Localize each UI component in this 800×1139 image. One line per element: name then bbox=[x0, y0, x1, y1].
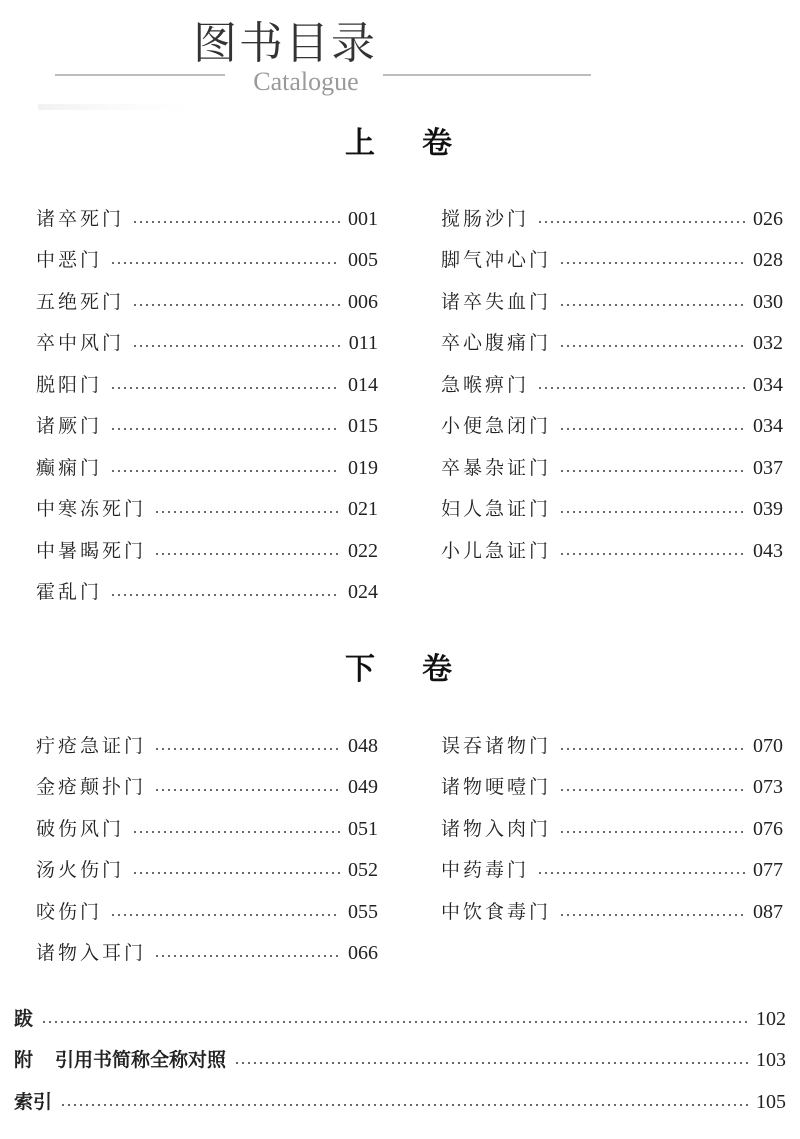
toc-entry-index[interactable] bbox=[14, 1087, 786, 1117]
dot-leader bbox=[559, 914, 745, 916]
toc-entry[interactable] bbox=[36, 245, 378, 275]
toc-entry-label: 误吞诸物门 bbox=[441, 735, 552, 757]
dot-leader bbox=[559, 553, 745, 555]
toc-entry-page: 030 bbox=[753, 291, 783, 313]
toc-entry-appendix[interactable] bbox=[14, 1045, 786, 1075]
page-subtitle: Catalogue bbox=[253, 67, 359, 96]
toc-entry-label: 脱阳门 bbox=[36, 374, 103, 396]
toc-entry-page: 022 bbox=[348, 540, 378, 562]
header-rule-right bbox=[383, 74, 591, 76]
toc-entry[interactable] bbox=[36, 577, 378, 607]
toc-entry-page: 001 bbox=[348, 208, 378, 230]
toc-entry-label: 汤火伤门 bbox=[36, 859, 125, 881]
toc-entry[interactable] bbox=[36, 938, 378, 968]
toc-entry-label: 中恶门 bbox=[36, 249, 103, 271]
toc-entry[interactable] bbox=[36, 494, 378, 524]
toc-entry-page: 032 bbox=[753, 332, 783, 354]
toc-entry-page: 037 bbox=[753, 457, 783, 479]
toc-entry-label: 小便急闭门 bbox=[441, 415, 552, 437]
toc-entry-label: 卒心腹痛门 bbox=[441, 332, 552, 354]
toc-entry[interactable] bbox=[441, 370, 783, 400]
toc-entry[interactable] bbox=[36, 731, 378, 761]
toc-entry[interactable] bbox=[36, 370, 378, 400]
toc-entry-page: 049 bbox=[348, 776, 378, 798]
toc-entry-page: 024 bbox=[348, 581, 378, 603]
dot-leader bbox=[132, 304, 340, 306]
toc-entry-label: 霍乱门 bbox=[36, 581, 103, 603]
toc-entry-page: 055 bbox=[348, 901, 378, 923]
toc-entry-label: 脚气冲心门 bbox=[441, 249, 552, 271]
dot-leader bbox=[559, 511, 745, 513]
dot-leader bbox=[559, 428, 745, 430]
dot-leader bbox=[537, 221, 745, 223]
toc-entry-label: 诸卒失血门 bbox=[441, 291, 552, 313]
toc-entry[interactable] bbox=[36, 411, 378, 441]
toc-entry[interactable] bbox=[441, 245, 783, 275]
header-rule-left bbox=[55, 74, 225, 76]
dot-leader bbox=[41, 1021, 748, 1023]
toc-entry-label: 急喉痹门 bbox=[441, 374, 530, 396]
dot-leader bbox=[154, 955, 340, 957]
dot-leader bbox=[132, 221, 340, 223]
toc-entry-label: 跋 bbox=[14, 1008, 34, 1030]
toc-entry-label: 诸物入肉门 bbox=[441, 818, 552, 840]
dot-leader bbox=[537, 387, 745, 389]
dot-leader bbox=[559, 789, 745, 791]
dot-leader bbox=[559, 345, 745, 347]
dot-leader bbox=[154, 789, 340, 791]
toc-entry-label: 中寒冻死门 bbox=[36, 498, 147, 520]
toc-entry-page: 076 bbox=[753, 818, 783, 840]
toc-entry[interactable] bbox=[441, 772, 783, 802]
toc-entry-page: 105 bbox=[756, 1091, 786, 1113]
toc-entry-page: 073 bbox=[753, 776, 783, 798]
toc-entry-label: 破伤风门 bbox=[36, 818, 125, 840]
toc-entry-label: 中饮食毒门 bbox=[441, 901, 552, 923]
toc-entry-page: 048 bbox=[348, 735, 378, 757]
toc-entry-label: 诸厥门 bbox=[36, 415, 103, 437]
toc-entry-page: 052 bbox=[348, 859, 378, 881]
dot-leader bbox=[132, 345, 341, 347]
toc-entry[interactable] bbox=[441, 411, 783, 441]
toc-entry-page: 070 bbox=[753, 735, 783, 757]
toc-entry-page: 026 bbox=[753, 208, 783, 230]
toc-entry[interactable] bbox=[36, 855, 378, 885]
volume-1-heading-char2: 卷 bbox=[422, 126, 452, 161]
dot-leader bbox=[132, 831, 340, 833]
toc-entry-page: 019 bbox=[348, 457, 378, 479]
dot-leader bbox=[559, 262, 745, 264]
toc-entry-label: 诸卒死门 bbox=[36, 208, 125, 230]
toc-entry[interactable] bbox=[36, 328, 378, 358]
toc-entry[interactable] bbox=[36, 897, 378, 927]
toc-entry[interactable] bbox=[441, 328, 783, 358]
dot-leader bbox=[559, 304, 745, 306]
header-rule-shadow bbox=[38, 104, 188, 110]
toc-entry-page: 066 bbox=[348, 942, 378, 964]
dot-leader bbox=[154, 553, 340, 555]
toc-entry-label: 索引 bbox=[14, 1091, 53, 1113]
toc-entry-page: 014 bbox=[348, 374, 378, 396]
toc-entry-postscript[interactable] bbox=[14, 1004, 786, 1034]
toc-entry-page: 087 bbox=[753, 901, 783, 923]
toc-entry-page: 034 bbox=[753, 374, 783, 396]
toc-entry-label: 妇人急证门 bbox=[441, 498, 552, 520]
toc-entry[interactable] bbox=[441, 855, 783, 885]
toc-entry-page: 039 bbox=[753, 498, 783, 520]
toc-entry-label: 中药毒门 bbox=[441, 859, 530, 881]
toc-entry-label: 癫痫门 bbox=[36, 457, 103, 479]
dot-leader bbox=[110, 262, 340, 264]
toc-entry-label: 中暑暍死门 bbox=[36, 540, 147, 562]
dot-leader bbox=[110, 470, 340, 472]
toc-entry-page: 005 bbox=[348, 249, 378, 271]
toc-entry[interactable] bbox=[441, 897, 783, 927]
toc-entry-page: 028 bbox=[753, 249, 783, 271]
toc-entry-page: 034 bbox=[753, 415, 783, 437]
toc-entry-label: 卒暴杂证门 bbox=[441, 457, 552, 479]
toc-entry[interactable] bbox=[36, 814, 378, 844]
toc-entry-label: 小儿急证门 bbox=[441, 540, 552, 562]
page-title: 图书目录 bbox=[193, 18, 377, 69]
toc-entry-label-prefix: 附 bbox=[14, 1049, 34, 1071]
toc-entry-label: 卒中风门 bbox=[36, 332, 125, 354]
toc-entry[interactable] bbox=[441, 731, 783, 761]
dot-leader bbox=[234, 1062, 748, 1064]
toc-entry[interactable] bbox=[441, 453, 783, 483]
toc-entry-label: 咬伤门 bbox=[36, 901, 103, 923]
toc-entry[interactable] bbox=[441, 204, 783, 234]
volume-2-heading-char1: 下 bbox=[345, 652, 375, 687]
toc-entry[interactable] bbox=[36, 287, 378, 317]
dot-leader bbox=[154, 748, 340, 750]
dot-leader bbox=[110, 428, 340, 430]
toc-entry-page: 011 bbox=[348, 332, 378, 354]
toc-entry-label: 诸物哽噎门 bbox=[441, 776, 552, 798]
dot-leader bbox=[110, 914, 340, 916]
toc-entry[interactable] bbox=[441, 287, 783, 317]
dot-leader bbox=[132, 872, 340, 874]
toc-entry-label: 五绝死门 bbox=[36, 291, 125, 313]
volume-2-heading-char2: 卷 bbox=[422, 652, 452, 687]
dot-leader bbox=[110, 594, 340, 596]
toc-entry[interactable] bbox=[441, 814, 783, 844]
toc-entry-label-group bbox=[14, 1045, 226, 1075]
toc-entry-page: 043 bbox=[753, 540, 783, 562]
toc-entry[interactable] bbox=[36, 536, 378, 566]
dot-leader bbox=[559, 748, 745, 750]
toc-entry-page: 102 bbox=[756, 1008, 786, 1030]
toc-entry-page: 006 bbox=[348, 291, 378, 313]
dot-leader bbox=[154, 511, 340, 513]
volume-1-heading-char1: 上 bbox=[345, 126, 375, 161]
toc-entry[interactable] bbox=[36, 453, 378, 483]
toc-entry-label: 搅肠沙门 bbox=[441, 208, 530, 230]
toc-entry-label: 疔疮急证门 bbox=[36, 735, 147, 757]
toc-entry-label: 金疮颠扑门 bbox=[36, 776, 147, 798]
toc-entry[interactable] bbox=[36, 204, 378, 234]
toc-entry[interactable] bbox=[441, 536, 783, 566]
dot-leader bbox=[537, 872, 745, 874]
toc-entry-label: 诸物入耳门 bbox=[36, 942, 147, 964]
toc-entry-label: 引用书简称全称对照 bbox=[55, 1049, 227, 1071]
toc-entry-page: 051 bbox=[348, 818, 378, 840]
toc-entry-page: 015 bbox=[348, 415, 378, 437]
dot-leader bbox=[559, 470, 745, 472]
toc-entry[interactable] bbox=[441, 494, 783, 524]
dot-leader bbox=[559, 831, 745, 833]
toc-entry-page: 103 bbox=[756, 1049, 786, 1071]
dot-leader bbox=[110, 387, 340, 389]
dot-leader bbox=[60, 1104, 748, 1106]
toc-entry-page: 021 bbox=[348, 498, 378, 520]
toc-entry-page: 077 bbox=[753, 859, 783, 881]
toc-entry[interactable] bbox=[36, 772, 378, 802]
